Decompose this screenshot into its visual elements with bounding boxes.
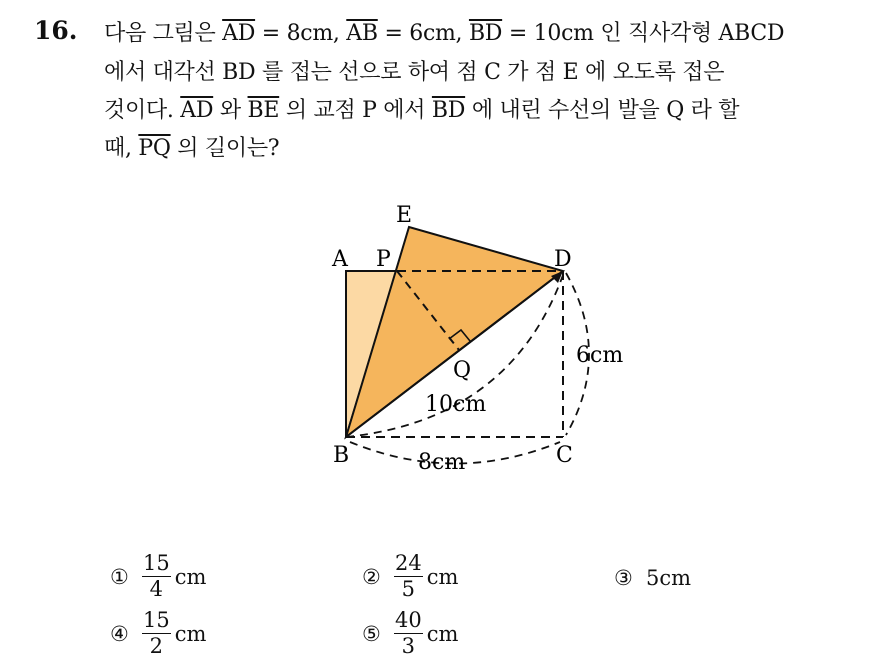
label-p: P bbox=[376, 247, 391, 272]
unit: cm bbox=[174, 621, 207, 646]
denominator: 3 bbox=[401, 634, 416, 658]
label-d: D bbox=[554, 247, 572, 272]
numerator: 24 bbox=[395, 551, 422, 575]
numerator: 40 bbox=[395, 608, 422, 632]
unit: cm bbox=[426, 621, 459, 646]
denominator: 2 bbox=[149, 634, 164, 658]
choice-1[interactable] bbox=[110, 553, 206, 600]
segment-ad: $\overline{AD}$ bbox=[180, 98, 214, 123]
label-q: Q bbox=[453, 358, 472, 383]
numerator: 15 bbox=[143, 608, 170, 632]
denominator: 4 bbox=[149, 577, 164, 601]
fraction bbox=[394, 610, 423, 657]
unit: cm bbox=[174, 564, 207, 589]
question-number: 16. bbox=[34, 16, 78, 45]
fraction bbox=[394, 553, 423, 600]
text: = 10cm 인 직사각형 ABCD bbox=[502, 21, 785, 46]
label-c: C bbox=[556, 443, 573, 468]
text: 것이다. bbox=[104, 98, 181, 123]
choice-4[interactable] bbox=[110, 610, 206, 657]
choice-mark: ⑤ bbox=[362, 621, 381, 646]
length-bd: 10cm bbox=[425, 392, 487, 417]
text: 와 bbox=[213, 98, 248, 123]
choice-mark: ④ bbox=[110, 621, 129, 646]
label-a: A bbox=[332, 247, 348, 272]
fraction bbox=[142, 610, 171, 657]
choice-value: 5cm bbox=[646, 566, 692, 590]
text: = 8cm, bbox=[255, 21, 347, 46]
denominator: 5 bbox=[401, 577, 416, 601]
question-line-2: 에서 대각선 BD 를 접는 선으로 하여 점 C 가 점 E 에 오도록 접은 bbox=[104, 60, 725, 85]
length-dc: 6cm bbox=[576, 343, 624, 368]
choice-3[interactable] bbox=[614, 566, 691, 590]
segment-bd: $\overline{BD}$ bbox=[431, 98, 466, 123]
segment-pq: $\overline{PQ}$ bbox=[138, 136, 171, 161]
choice-mark: ③ bbox=[614, 566, 633, 590]
segment-bd: $\overline{BD}$ bbox=[468, 21, 503, 46]
text: 의 길이는? bbox=[170, 136, 280, 161]
segment-ab: $\overline{AB}$ bbox=[346, 21, 378, 46]
choice-mark: ① bbox=[110, 564, 129, 589]
text: 의 교점 P 에서 bbox=[279, 98, 432, 123]
text: 에 내린 수선의 발을 Q 라 할 bbox=[465, 98, 740, 123]
fraction bbox=[142, 553, 171, 600]
choice-5[interactable] bbox=[362, 610, 458, 657]
segment-ad: $\overline{AD}$ bbox=[222, 21, 256, 46]
choice-mark: ② bbox=[362, 564, 381, 589]
label-e: E bbox=[396, 203, 413, 228]
segment-be: $\overline{BE}$ bbox=[247, 98, 280, 123]
text: 때, bbox=[104, 136, 139, 161]
label-b: B bbox=[333, 443, 350, 468]
length-bc: 8cm bbox=[418, 450, 466, 475]
unit: cm bbox=[426, 564, 459, 589]
text: 다음 그림은 bbox=[104, 21, 223, 46]
numerator: 15 bbox=[143, 551, 170, 575]
text: = 6cm, bbox=[377, 21, 469, 46]
choice-2[interactable] bbox=[362, 553, 458, 600]
